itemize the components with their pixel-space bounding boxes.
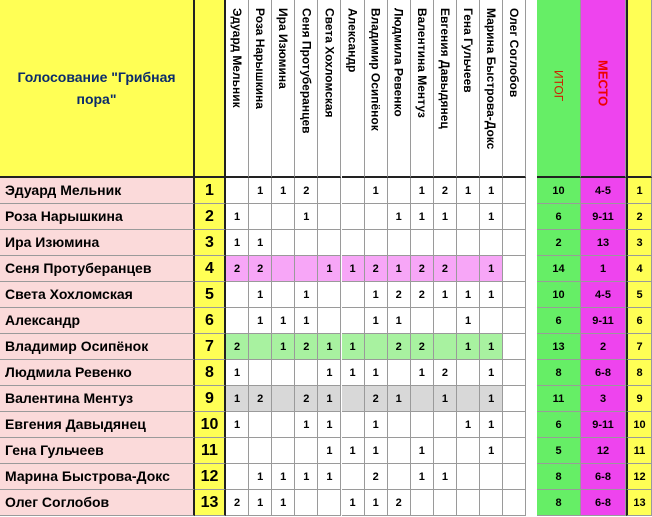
- vote-cell: 2: [365, 386, 388, 412]
- participant-name: Гена Гульчеев: [0, 438, 195, 464]
- voter-header-label: Роза Нарышкина: [253, 8, 268, 109]
- vote-cell: 1: [365, 360, 388, 386]
- vote-cell: 1: [480, 412, 503, 438]
- itog-cell: 8: [537, 490, 581, 516]
- vote-cell: 1: [457, 334, 480, 360]
- vote-cell: [342, 386, 365, 412]
- vote-cell: [226, 282, 249, 308]
- vote-cell: 1: [457, 308, 480, 334]
- itog-cell: 8: [537, 360, 581, 386]
- vote-cell: 1: [226, 360, 249, 386]
- vote-cell: 2: [411, 282, 434, 308]
- voter-header-label: Владимир Осипёнок: [368, 8, 383, 131]
- vote-cell: 1: [411, 438, 434, 464]
- mesto-cell: 4-5: [581, 178, 626, 204]
- vote-cell: [342, 178, 365, 204]
- itog-cell: 8: [537, 464, 581, 490]
- participant-number: 12: [195, 464, 226, 490]
- mesto-cell: 4-5: [581, 282, 626, 308]
- extra-number-cell: 7: [626, 334, 652, 360]
- vote-cell: 2: [295, 178, 318, 204]
- vote-cell: [272, 412, 295, 438]
- itog-cell: 13: [537, 334, 581, 360]
- participant-number: 6: [195, 308, 226, 334]
- vote-cell: [272, 230, 295, 256]
- vote-cell: [457, 230, 480, 256]
- mesto-cell: 9-11: [581, 308, 626, 334]
- participant-number: 11: [195, 438, 226, 464]
- vote-cell: [365, 230, 388, 256]
- vote-cell: 1: [249, 178, 272, 204]
- vote-cell: [388, 360, 411, 386]
- mesto-cell: 9-11: [581, 204, 626, 230]
- mesto-cell: 6-8: [581, 490, 626, 516]
- vote-cell: [249, 412, 272, 438]
- voter-header-label: Валентина Ментуз: [414, 8, 429, 118]
- voter-header: [272, 0, 295, 178]
- vote-cell: [411, 412, 434, 438]
- vote-cell: [480, 490, 503, 516]
- participant-name: Александр: [0, 308, 195, 334]
- participant-number: 8: [195, 360, 226, 386]
- vote-cell: 1: [342, 256, 365, 282]
- mesto-cell: 13: [581, 230, 626, 256]
- vote-cell: 2: [388, 334, 411, 360]
- number-header: [195, 0, 226, 178]
- vote-cell: [342, 282, 365, 308]
- voter-header: [318, 0, 341, 178]
- vote-cell: 1: [480, 178, 503, 204]
- voter-header-label: Олег Соглобов: [507, 8, 522, 98]
- vote-cell: [272, 282, 295, 308]
- mesto-header-label: МЕСТО: [595, 60, 611, 107]
- vote-cell: 2: [226, 334, 249, 360]
- vote-cell: 2: [434, 360, 457, 386]
- vote-cell: 1: [272, 334, 295, 360]
- vote-cell: 1: [295, 282, 318, 308]
- vote-cell: 1: [226, 412, 249, 438]
- vote-cell: 1: [480, 282, 503, 308]
- vote-cell: [480, 230, 503, 256]
- vote-cell: 1: [318, 386, 341, 412]
- vote-cell: 1: [434, 204, 457, 230]
- participant-number: 13: [195, 490, 226, 516]
- participant-name: Валентина Ментуз: [0, 386, 195, 412]
- itog-cell: 6: [537, 308, 581, 334]
- vote-cell: [226, 464, 249, 490]
- voter-header-label: Александр: [345, 8, 360, 73]
- participant-name: Сеня Протуберанцев: [0, 256, 195, 282]
- vote-cell: 1: [295, 204, 318, 230]
- vote-cell: [365, 204, 388, 230]
- vote-cell: [295, 256, 318, 282]
- vote-cell: 1: [480, 386, 503, 412]
- vote-cell: [272, 360, 295, 386]
- vote-cell: [365, 334, 388, 360]
- vote-cell: 2: [295, 334, 318, 360]
- vote-cell: 1: [388, 204, 411, 230]
- extra-number-cell: 11: [626, 438, 652, 464]
- vote-cell: 1: [365, 412, 388, 438]
- vote-cell: [480, 308, 503, 334]
- voter-header-label: Гена Гульчеев: [461, 8, 476, 93]
- vote-cell: 1: [411, 204, 434, 230]
- vote-cell: 1: [457, 282, 480, 308]
- vote-cell: [272, 204, 295, 230]
- voter-header: [411, 0, 434, 178]
- voter-header-label: Света Хохломская: [322, 8, 337, 118]
- vote-cell: 2: [226, 490, 249, 516]
- vote-cell: 1: [480, 256, 503, 282]
- voter-header: [365, 0, 388, 178]
- mesto-header: [581, 0, 626, 178]
- participant-number: 5: [195, 282, 226, 308]
- vote-cell: 1: [226, 230, 249, 256]
- voter-header-label: Эдуард Мельник: [230, 8, 245, 108]
- vote-cell: [503, 256, 526, 282]
- extra-number-cell: 8: [626, 360, 652, 386]
- voter-header: [388, 0, 411, 178]
- vote-cell: [226, 438, 249, 464]
- itog-cell: 10: [537, 178, 581, 204]
- voter-header: [434, 0, 457, 178]
- vote-cell: 2: [249, 386, 272, 412]
- vote-cell: 1: [365, 438, 388, 464]
- voter-header: [342, 0, 365, 178]
- vote-cell: 1: [295, 308, 318, 334]
- vote-cell: [503, 282, 526, 308]
- itog-cell: 6: [537, 204, 581, 230]
- vote-cell: [272, 386, 295, 412]
- vote-cell: [226, 178, 249, 204]
- voter-header: [249, 0, 272, 178]
- vote-cell: [503, 230, 526, 256]
- vote-cell: [249, 334, 272, 360]
- voter-header-label: Евгения Давыдянец: [437, 8, 452, 129]
- vote-cell: 1: [411, 360, 434, 386]
- extra-number-cell: 3: [626, 230, 652, 256]
- participant-name: Света Хохломская: [0, 282, 195, 308]
- vote-cell: [342, 230, 365, 256]
- voter-header-label: Людмила Ревенко: [391, 8, 406, 117]
- vote-cell: [272, 438, 295, 464]
- vote-cell: 1: [226, 204, 249, 230]
- vote-cell: [272, 256, 295, 282]
- vote-cell: 2: [365, 464, 388, 490]
- mesto-cell: 9-11: [581, 412, 626, 438]
- vote-cell: 1: [249, 490, 272, 516]
- mesto-cell: 6-8: [581, 360, 626, 386]
- extra-number-cell: 13: [626, 490, 652, 516]
- vote-cell: [434, 308, 457, 334]
- vote-cell: 1: [457, 178, 480, 204]
- participant-name: Марина Быстрова-Докс: [0, 464, 195, 490]
- vote-cell: [503, 490, 526, 516]
- vote-cell: 1: [365, 490, 388, 516]
- vote-cell: [295, 360, 318, 386]
- vote-cell: 1: [365, 282, 388, 308]
- itog-cell: 11: [537, 386, 581, 412]
- mesto-cell: 3: [581, 386, 626, 412]
- vote-cell: [434, 412, 457, 438]
- vote-cell: [318, 178, 341, 204]
- voter-header: [295, 0, 318, 178]
- vote-cell: 2: [249, 256, 272, 282]
- vote-cell: [457, 464, 480, 490]
- voter-header-label: Сеня Протуберанцев: [299, 8, 314, 134]
- vote-cell: [388, 464, 411, 490]
- vote-cell: [226, 308, 249, 334]
- vote-cell: 1: [411, 464, 434, 490]
- vote-cell: 1: [272, 308, 295, 334]
- vote-cell: [503, 204, 526, 230]
- vote-cell: 1: [342, 360, 365, 386]
- extra-number-cell: 10: [626, 412, 652, 438]
- itog-cell: 5: [537, 438, 581, 464]
- vote-cell: 1: [272, 178, 295, 204]
- vote-cell: 2: [226, 256, 249, 282]
- voter-header: [480, 0, 503, 178]
- extra-number-cell: 5: [626, 282, 652, 308]
- participant-number: 2: [195, 204, 226, 230]
- vote-cell: 1: [318, 438, 341, 464]
- vote-cell: [503, 308, 526, 334]
- vote-cell: [503, 360, 526, 386]
- vote-cell: 1: [272, 490, 295, 516]
- vote-cell: 1: [480, 438, 503, 464]
- vote-cell: 1: [318, 256, 341, 282]
- mesto-cell: 1: [581, 256, 626, 282]
- vote-cell: 1: [411, 178, 434, 204]
- vote-cell: [318, 282, 341, 308]
- vote-cell: 1: [388, 256, 411, 282]
- vote-cell: 1: [434, 386, 457, 412]
- vote-cell: [411, 230, 434, 256]
- extra-number-cell: 9: [626, 386, 652, 412]
- vote-cell: 1: [249, 308, 272, 334]
- participant-name: Ира Изюмина: [0, 230, 195, 256]
- vote-cell: 1: [249, 230, 272, 256]
- vote-cell: 2: [388, 490, 411, 516]
- vote-cell: [342, 412, 365, 438]
- mesto-cell: 6-8: [581, 464, 626, 490]
- vote-cell: [503, 464, 526, 490]
- extra-number-cell: 12: [626, 464, 652, 490]
- vote-cell: [249, 360, 272, 386]
- vote-cell: [295, 438, 318, 464]
- vote-cell: [434, 438, 457, 464]
- vote-cell: [318, 230, 341, 256]
- vote-cell: 1: [249, 464, 272, 490]
- participant-name: Олег Соглобов: [0, 490, 195, 516]
- participant-name: Роза Нарышкина: [0, 204, 195, 230]
- vote-cell: 1: [434, 464, 457, 490]
- vote-cell: [249, 438, 272, 464]
- participant-number: 9: [195, 386, 226, 412]
- vote-cell: [457, 386, 480, 412]
- vote-cell: 1: [226, 386, 249, 412]
- mesto-cell: 2: [581, 334, 626, 360]
- vote-cell: 1: [318, 412, 341, 438]
- vote-cell: 1: [365, 308, 388, 334]
- vote-cell: [411, 490, 434, 516]
- vote-cell: [295, 490, 318, 516]
- vote-cell: 1: [388, 386, 411, 412]
- extra-number-cell: 1: [626, 178, 652, 204]
- itog-cell: 10: [537, 282, 581, 308]
- extra-number-cell: 4: [626, 256, 652, 282]
- vote-cell: [342, 464, 365, 490]
- vote-cell: [457, 360, 480, 386]
- vote-cell: [503, 438, 526, 464]
- vote-cell: 1: [342, 438, 365, 464]
- vote-cell: [503, 334, 526, 360]
- vote-cell: 1: [365, 178, 388, 204]
- vote-cell: 2: [434, 178, 457, 204]
- participant-number: 4: [195, 256, 226, 282]
- voter-header-label: Марина Быстрова-Докс: [484, 8, 499, 150]
- vote-cell: 1: [318, 334, 341, 360]
- participant-name: Владимир Осипёнок: [0, 334, 195, 360]
- vote-cell: 2: [388, 282, 411, 308]
- vote-cell: 1: [480, 360, 503, 386]
- vote-cell: 1: [318, 360, 341, 386]
- vote-cell: 1: [480, 204, 503, 230]
- vote-cell: 1: [295, 464, 318, 490]
- voter-header: [457, 0, 480, 178]
- extra-number-cell: 2: [626, 204, 652, 230]
- voter-header-label: Ира Изюмина: [276, 8, 291, 89]
- vote-cell: [388, 178, 411, 204]
- extra-number-cell: 6: [626, 308, 652, 334]
- itog-cell: 14: [537, 256, 581, 282]
- vote-cell: 1: [434, 282, 457, 308]
- table-title: Голосование "Грибная пора": [0, 0, 195, 178]
- vote-cell: [388, 412, 411, 438]
- itog-header: [537, 0, 581, 178]
- vote-cell: [457, 204, 480, 230]
- participant-number: 10: [195, 412, 226, 438]
- itog-header-label: ИТОГ: [551, 70, 566, 102]
- participant-number: 3: [195, 230, 226, 256]
- vote-cell: [434, 490, 457, 516]
- vote-cell: 2: [411, 256, 434, 282]
- vote-cell: [388, 438, 411, 464]
- vote-cell: [411, 386, 434, 412]
- participant-name: Людмила Ревенко: [0, 360, 195, 386]
- vote-cell: [342, 308, 365, 334]
- vote-cell: [503, 386, 526, 412]
- vote-cell: 1: [457, 412, 480, 438]
- vote-cell: 1: [480, 334, 503, 360]
- itog-cell: 6: [537, 412, 581, 438]
- vote-cell: 1: [342, 490, 365, 516]
- participant-name: Эдуард Мельник: [0, 178, 195, 204]
- vote-cell: [411, 308, 434, 334]
- itog-cell: 2: [537, 230, 581, 256]
- vote-cell: 1: [249, 282, 272, 308]
- participant-name: Евгения Давыдянец: [0, 412, 195, 438]
- vote-cell: 1: [342, 334, 365, 360]
- vote-cell: [434, 334, 457, 360]
- vote-cell: 1: [272, 464, 295, 490]
- vote-cell: [318, 308, 341, 334]
- extra-header: [626, 0, 652, 178]
- vote-cell: 2: [411, 334, 434, 360]
- mesto-cell: 12: [581, 438, 626, 464]
- participant-number: 1: [195, 178, 226, 204]
- vote-cell: 1: [295, 412, 318, 438]
- vote-cell: [388, 230, 411, 256]
- vote-cell: [318, 204, 341, 230]
- vote-cell: [457, 438, 480, 464]
- vote-cell: 2: [434, 256, 457, 282]
- vote-cell: [318, 490, 341, 516]
- vote-cell: [503, 178, 526, 204]
- vote-cell: [503, 412, 526, 438]
- vote-cell: 1: [388, 308, 411, 334]
- voter-header: [226, 0, 249, 178]
- participant-number: 7: [195, 334, 226, 360]
- vote-cell: [342, 204, 365, 230]
- vote-cell: [480, 464, 503, 490]
- voter-header: [503, 0, 526, 178]
- vote-cell: [249, 204, 272, 230]
- vote-cell: [457, 256, 480, 282]
- vote-cell: [457, 490, 480, 516]
- vote-cell: [434, 230, 457, 256]
- vote-cell: 2: [295, 386, 318, 412]
- vote-cell: 2: [365, 256, 388, 282]
- vote-cell: [295, 230, 318, 256]
- vote-cell: 1: [318, 464, 341, 490]
